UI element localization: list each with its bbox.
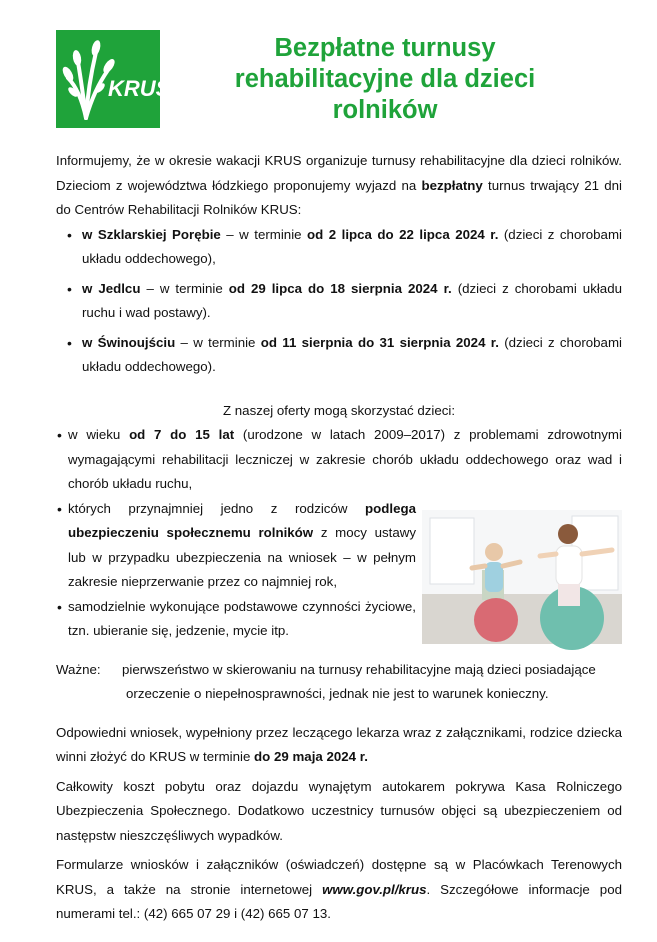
intro-free-label: bezpłatny bbox=[421, 177, 483, 193]
location-dates: od 11 sierpnia do 31 sierpnia 2024 r. bbox=[260, 334, 499, 350]
location-place: w Świnoujściu bbox=[82, 334, 176, 350]
page-title: Bezpłatne turnusy rehabilitacyjne dla dzieci rolników bbox=[234, 34, 536, 124]
important-text bbox=[122, 658, 622, 707]
location-place: w Jedlcu bbox=[82, 280, 141, 296]
important-label: Ważne: bbox=[56, 661, 101, 677]
wheat-sheaf-icon bbox=[56, 30, 171, 128]
eligibility-section bbox=[56, 423, 622, 644]
children-exercise-photo bbox=[422, 510, 622, 644]
age-post: (urodzone w latach 2009–2017) z problemami zdrowotnymi wymagającymi rehabilitacji leczniczej w zakresie chorób układu oddechowego oraz wad i chorób układu ruchu, bbox=[68, 427, 622, 491]
location-note: (dzieci z chorobami układu ruchu i wad postawy). bbox=[82, 280, 622, 320]
location-sep: – w terminie bbox=[220, 226, 308, 242]
application-text: Odpowiedni wniosek, wypełniony przez leczącego lekarza wraz z załącznikami, rodzice dziecka winni złożyć do KRUS w terminie bbox=[56, 724, 622, 764]
location-dates: od 2 lipca do 22 lipca 2024 r. bbox=[307, 226, 499, 242]
list-item bbox=[82, 277, 622, 326]
important-note bbox=[56, 658, 622, 707]
announcement-body bbox=[56, 149, 622, 932]
insurance-pre: których przynajmniej jedno z rodziców bbox=[68, 500, 366, 516]
website-link[interactable]: www.gov.pl/krus bbox=[322, 881, 427, 897]
list-item bbox=[68, 595, 416, 644]
list-item bbox=[82, 331, 622, 380]
location-sep: – w terminie bbox=[140, 280, 229, 296]
age-pre: w wieku bbox=[68, 427, 130, 442]
photo-image bbox=[422, 510, 622, 644]
intro-text-2: turnus trwający 21 dni do Centrów Rehabilitacji Rolników KRUS: bbox=[56, 177, 622, 217]
forms-paragraph bbox=[56, 853, 622, 927]
insurance-post: z mocy ustawy lub w przypadku ubezpieczenia na wniosek – w pełnym zakresie nieprzerwanie przez co najmniej rok, bbox=[68, 525, 417, 589]
application-paragraph bbox=[56, 721, 622, 770]
location-sep: – w terminie bbox=[175, 334, 261, 350]
forms-post: . Szczegółowe informacje pod numerami tel.: (42) 665 07 29 i (42) 665 07 13. bbox=[56, 881, 622, 921]
insurance-bold: podlega ubezpieczeniu społecznemu rolników bbox=[68, 500, 416, 540]
age-range: od 7 do 15 lat bbox=[129, 427, 235, 442]
list-item bbox=[68, 497, 416, 595]
important-line-2: orzeczenie o niepełnosprawności, jednak nie jest to warunek konieczny. bbox=[126, 686, 549, 701]
independent-text: samodzielnie wykonujące podstawowe czynności życiowe, tzn. ubieranie się, jedzenie, mycie itp. bbox=[68, 598, 416, 638]
logo-text: KRUS bbox=[108, 76, 171, 101]
location-dates: od 29 lipca do 18 sierpnia 2024 r. bbox=[228, 280, 452, 296]
location-place: w Szklarskiej Porębie bbox=[82, 226, 221, 242]
application-deadline: do 29 maja 2024 r. bbox=[254, 749, 368, 764]
intro-text-1: Informujemy, że w okresie wakacji KRUS organizuje turnusy rehabilitacyjne dla dzieci rolników. Dzieciom z województwa łódzkiego proponujemy wyjazd na bbox=[56, 153, 622, 193]
location-list bbox=[56, 223, 622, 380]
list-item bbox=[68, 423, 622, 497]
location-note: (dzieci z chorobami układu oddechowego), bbox=[82, 226, 622, 266]
intro-paragraph bbox=[56, 149, 622, 223]
krus-logo bbox=[56, 30, 171, 128]
important-line-1: pierwszeństwo w skierowaniu na turnusy rehabilitacyjne mają dzieci posiadające bbox=[122, 661, 596, 677]
forms-pre: Formularze wniosków i załączników (oświadczeń) dostępne są w Placówkach Terenowych KRUS, a także na stronie internetowej bbox=[56, 857, 622, 897]
location-note: (dzieci z chorobami układu oddechowego). bbox=[82, 334, 622, 374]
list-item bbox=[82, 223, 622, 272]
offer-heading: Z naszej oferty mogą skorzystać dzieci: bbox=[222, 402, 456, 418]
cost-paragraph: Całkowity koszt pobytu oraz dojazdu wynajętym autokarem pokrywa Kasa Rolniczego Ubezpieczenia Społecznego. Dodatkowo uczestnicy turnusów objęci są ubezpieczeniem od następstw nieszczęśliwych wypadków. bbox=[56, 778, 622, 843]
